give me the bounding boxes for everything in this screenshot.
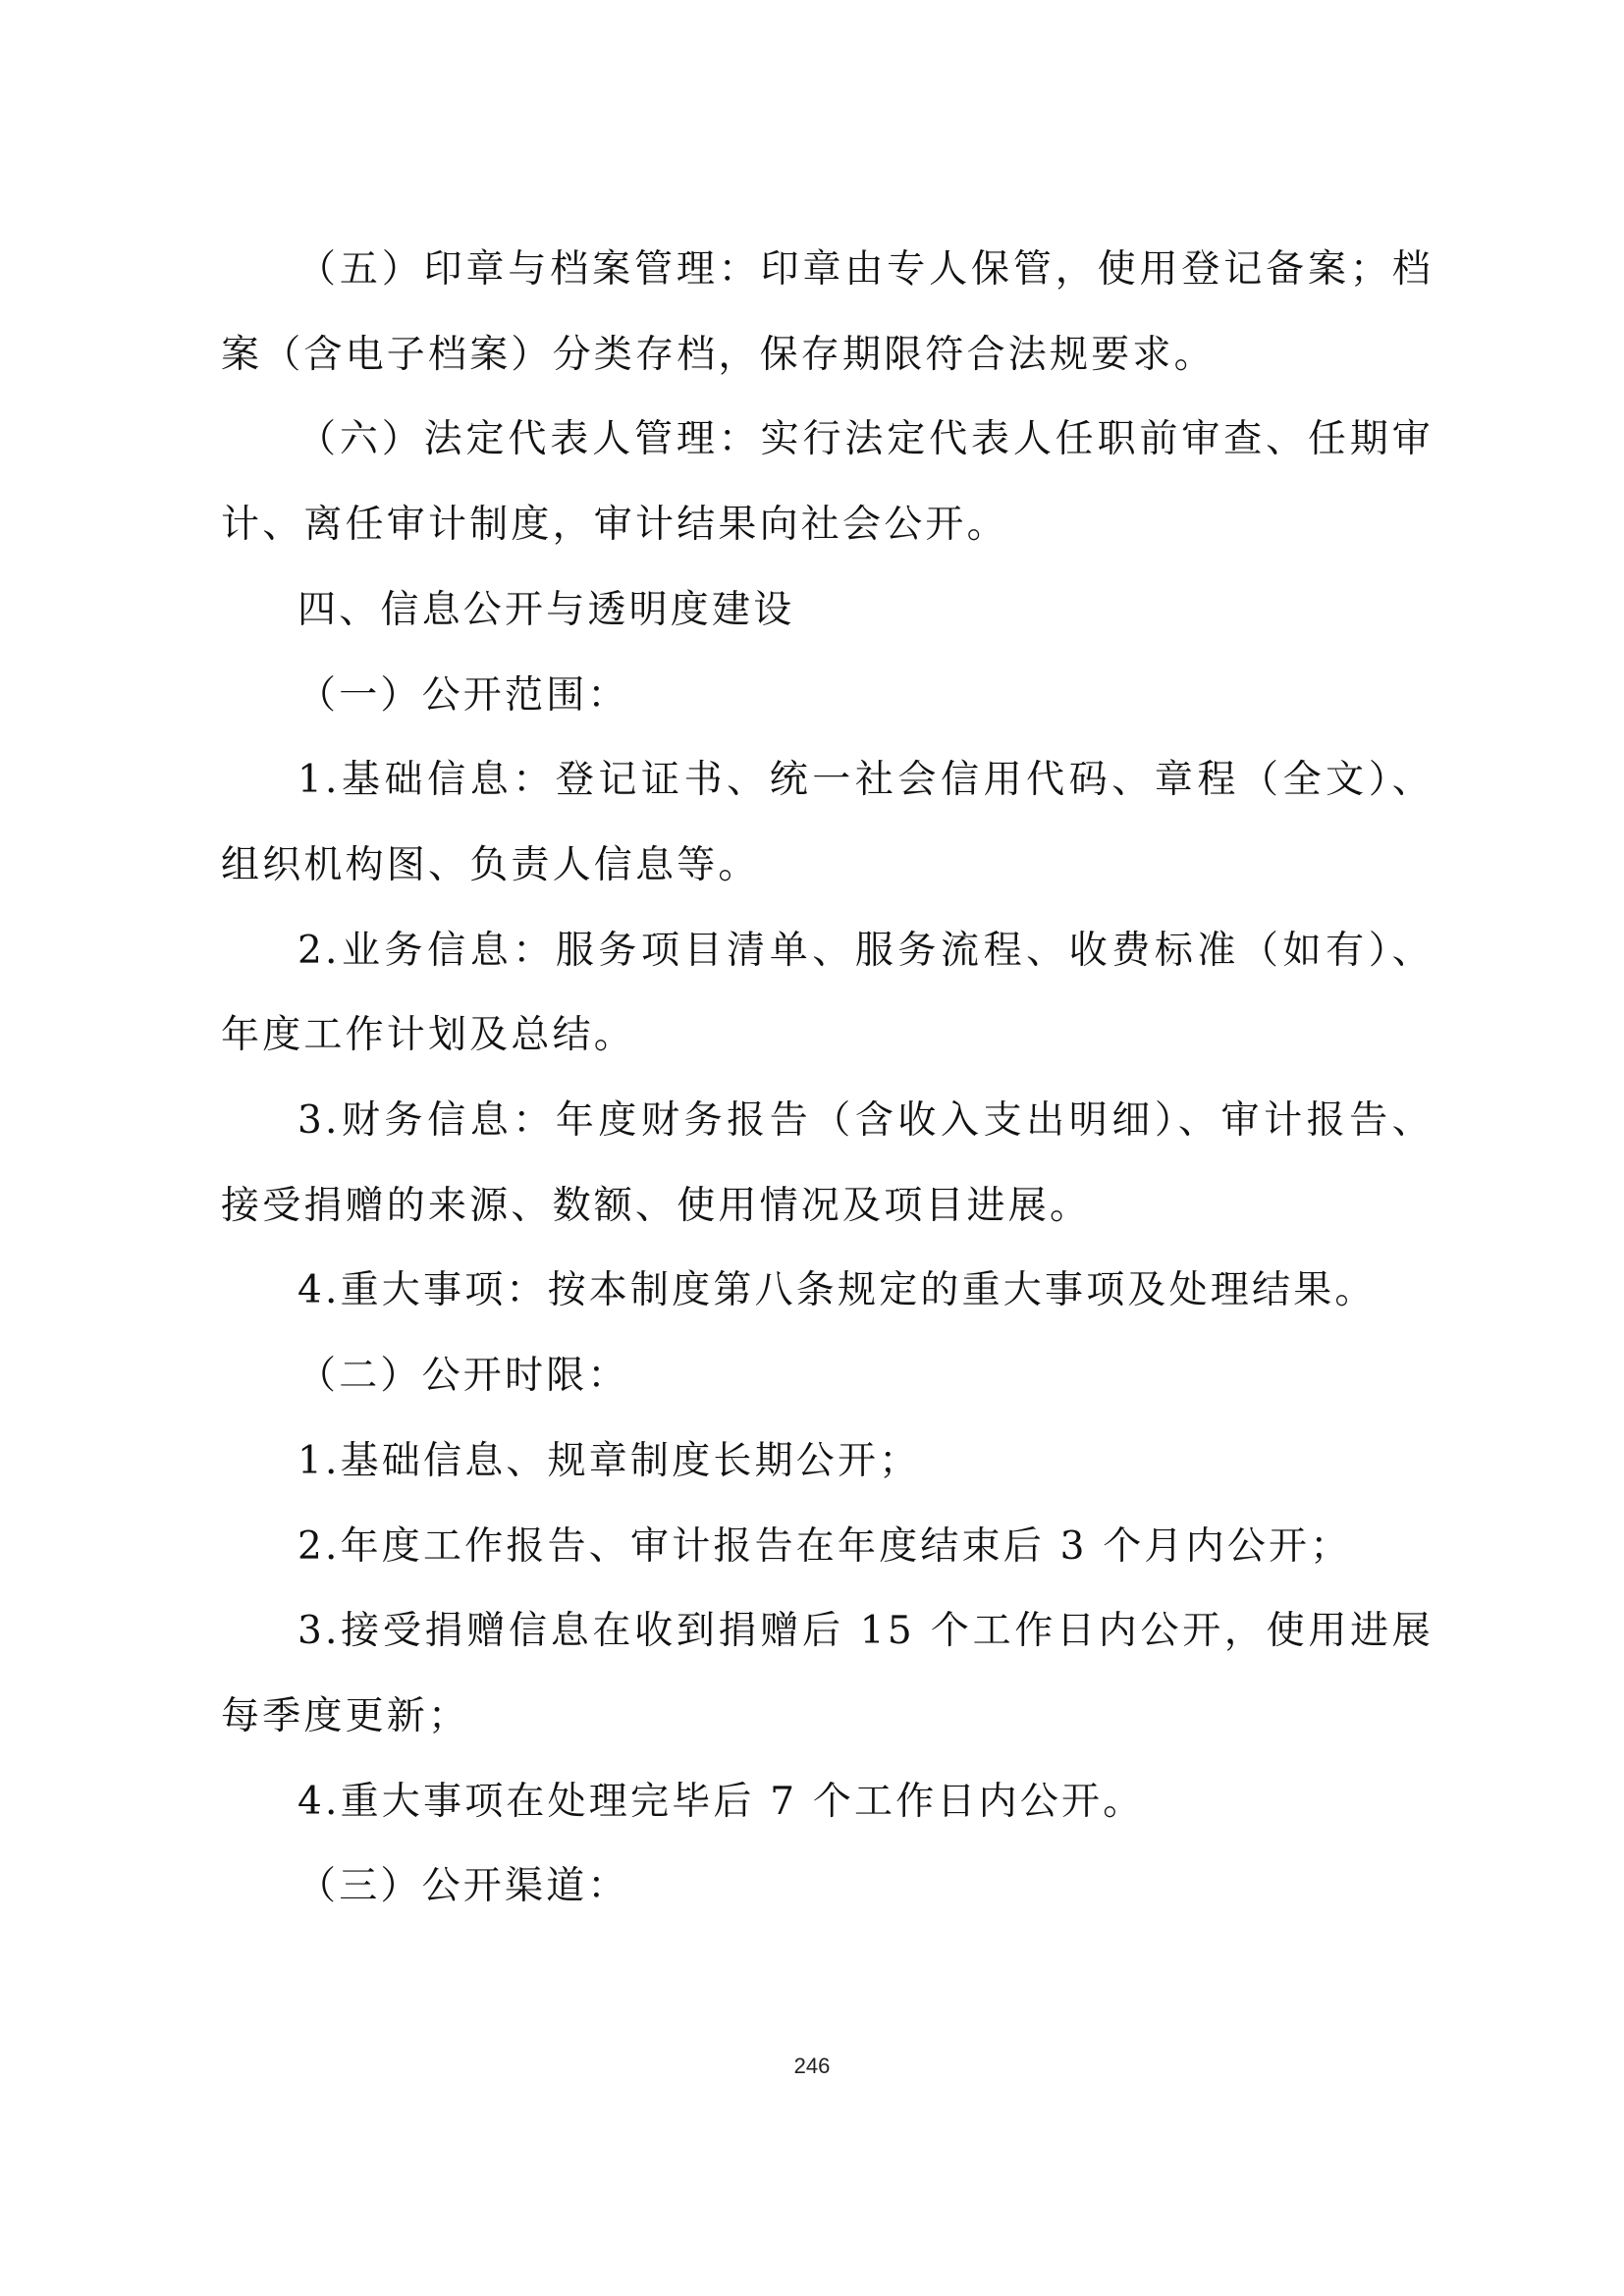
list-item-time-limit-basic: 1.基础信息、规章制度长期公开； xyxy=(298,1438,921,1483)
list-item-business-info: 2.业务信息：服务项目清单、服务流程、收费标准（如有）、年度工作计划及总结。 xyxy=(221,928,1434,1058)
subheading-disclosure-channels: （三）公开渠道： xyxy=(298,1864,629,1909)
list-item-time-limit-major: 4.重大事项在处理完毕后 7 个工作日内公开。 xyxy=(298,1779,1145,1824)
paragraph-legal-representative-management: （六）法定代表人管理：实行法定代表人任职前审查、任期审计、离任审计制度，审计结果向社会公开。 xyxy=(221,417,1434,548)
list-item-major-matters: 4.重大事项：按本制度第八条规定的重大事项及处理结果。 xyxy=(298,1268,1377,1313)
section-heading-information-disclosure: 四、信息公开与透明度建设 xyxy=(298,587,795,632)
document-body xyxy=(221,228,1434,1930)
subheading-disclosure-time-limit: （二）公开时限： xyxy=(298,1354,629,1399)
list-item-time-limit-annual: 2.年度工作报告、审计报告在年度结束后 3 个月内公开； xyxy=(298,1523,1352,1569)
list-item-time-limit-donation: 3.接受捐赠信息在收到捐赠后 15 个工作日内公开，使用进展每季度更新； xyxy=(221,1609,1434,1738)
list-item-financial-info: 3.财务信息：年度财务报告（含收入支出明细）、审计报告、接受捐赠的来源、数额、使用情况及项目进展。 xyxy=(221,1098,1434,1228)
page-number: 246 xyxy=(793,2054,831,2078)
subheading-disclosure-scope: （一）公开范围： xyxy=(298,672,629,718)
paragraph-seal-archive-management: （五）印章与档案管理：印章由专人保管，使用登记备案；档案（含电子档案）分类存档，保存期限符合法规要求。 xyxy=(221,247,1434,377)
list-item-basic-info: 1.基础信息：登记证书、统一社会信用代码、章程（全文）、组织机构图、负责人信息等。 xyxy=(221,758,1434,887)
